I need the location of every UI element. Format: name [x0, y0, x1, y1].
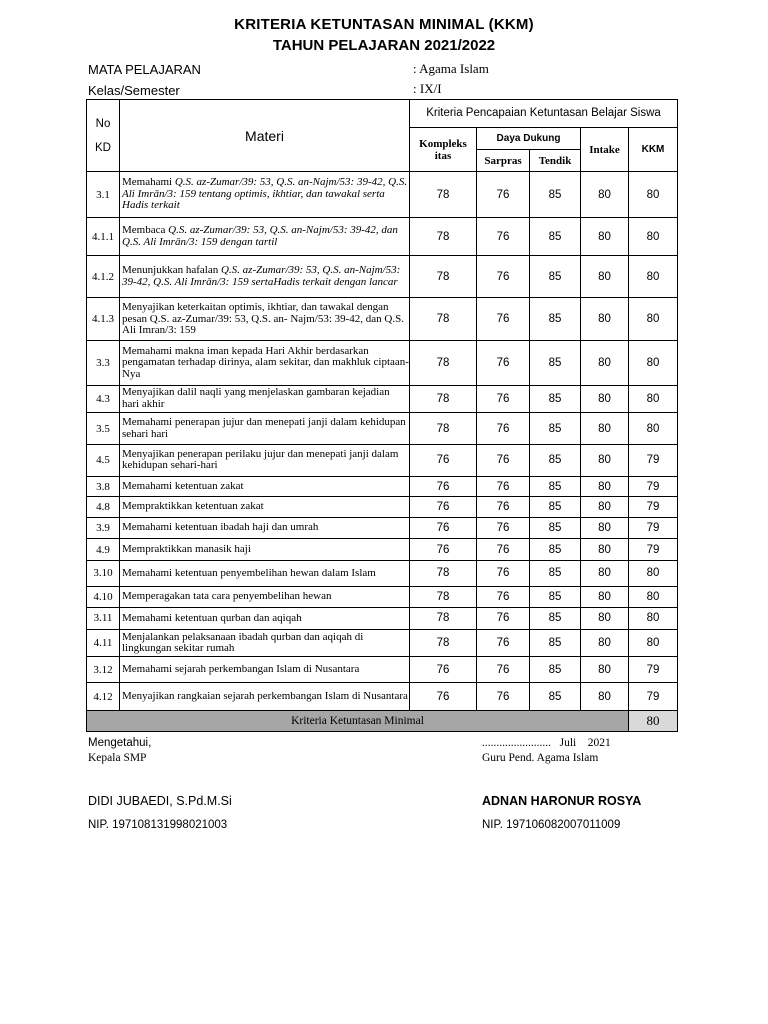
tendik-value: 85: [530, 657, 581, 683]
kkm-value: 79: [629, 445, 678, 477]
table-row: [87, 608, 678, 630]
header-materi: Materi: [120, 100, 410, 172]
kompleksitas-value: 78: [410, 341, 477, 385]
kompleksitas-value: 76: [410, 497, 477, 518]
sarpras-value: 76: [477, 445, 530, 477]
tendik-value: 85: [530, 608, 581, 630]
kd-number: 3.9: [87, 517, 120, 539]
header-kriteria: Kriteria Pencapaian Ketuntasan Belajar Siswa: [410, 100, 678, 128]
tendik-value: 85: [530, 539, 581, 561]
table-row: [87, 385, 678, 413]
class-label: Kelas/Semester: [88, 83, 180, 98]
materi-text: Memahami ketentuan qurban dan aqiqah: [120, 608, 410, 630]
tendik-value: 85: [530, 341, 581, 385]
principal-nip: NIP. 197108131998021003: [88, 819, 228, 831]
tendik-value: 85: [530, 517, 581, 539]
kkm-value: 80: [629, 172, 678, 218]
kkm-value: 80: [629, 629, 678, 657]
kompleksitas-value: 78: [410, 256, 477, 298]
table-row: [87, 586, 678, 608]
table-row: [87, 517, 678, 539]
materi-text: Mempraktikkan manasik haji: [120, 539, 410, 561]
kompleksitas-value: 78: [410, 218, 477, 256]
kkm-table: [86, 99, 678, 732]
subject-label: MATA PELAJARAN: [88, 62, 201, 77]
kompleksitas-value: 76: [410, 683, 477, 711]
kompleksitas-value: 76: [410, 445, 477, 477]
kd-number: 4.1.1: [87, 218, 120, 256]
tendik-value: 85: [530, 445, 581, 477]
acknowledged-label: Mengetahui,: [88, 737, 152, 749]
tendik-value: 85: [530, 586, 581, 608]
materi-text: Menyajikan rangkaian sejarah perkembangan Islam di Nusantara: [120, 683, 410, 711]
tendik-value: 85: [530, 218, 581, 256]
header-sarpras: Sarpras: [477, 150, 530, 172]
kkm-value: 80: [629, 413, 678, 445]
header-daya-dukung: Daya Dukung: [477, 128, 581, 150]
header-intake: Intake: [581, 128, 629, 172]
kkm-value: 80: [629, 298, 678, 341]
table-row: [87, 256, 678, 298]
table-row: [87, 539, 678, 561]
intake-value: 80: [581, 561, 629, 587]
intake-value: 80: [581, 385, 629, 413]
intake-value: 80: [581, 657, 629, 683]
document-title: KRITERIA KETUNTASAN MINIMAL (KKM): [234, 16, 534, 33]
materi-text: Membaca Q.S. az-Zumar/39: 53, Q.S. an-Najm/53: 39-42, dan Q.S. Ali Imrān/3: 159 dengan tartil: [120, 218, 410, 256]
header-kd: KD: [95, 141, 111, 154]
kompleksitas-value: 78: [410, 298, 477, 341]
materi-text: Memahami ketentuan zakat: [120, 476, 410, 497]
kompleksitas-value: 78: [410, 385, 477, 413]
tendik-value: 85: [530, 683, 581, 711]
kkm-value: 80: [629, 218, 678, 256]
materi-text: Menyajikan keterkaitan optimis, ikhtiar, dan tawakal dengan pesan Q.S. az-Zumar/39: 53, Q.S. an- Najm/53: 39-42, dan Q.S. Ali Imran/3: 159: [120, 298, 410, 341]
class-value: : IX/I: [413, 81, 442, 96]
header-kkm: KKM: [629, 128, 678, 172]
table-row: [87, 476, 678, 497]
kkm-value: 79: [629, 657, 678, 683]
materi-text: Memahami ketentuan ibadah haji dan umrah: [120, 517, 410, 539]
kd-number: 4.12: [87, 683, 120, 711]
materi-text: Menyajikan penerapan perilaku jujur dan menepati janji dalam kehidupan sehari-hari: [120, 445, 410, 477]
table-row: [87, 172, 678, 218]
materi-text: Menjalankan pelaksanaan ibadah qurban dan aqiqah di lingkungan sekitar rumah: [120, 629, 410, 657]
signing-date: ........................ Juli 2021: [482, 737, 611, 749]
intake-value: 80: [581, 608, 629, 630]
intake-value: 80: [581, 172, 629, 218]
table-row: [87, 341, 678, 385]
sarpras-value: 76: [477, 586, 530, 608]
materi-text: Menyajikan dalil naqli yang menjelaskan gambaran kejadian hari akhir: [120, 385, 410, 413]
table-row: [87, 683, 678, 711]
tendik-value: 85: [530, 298, 581, 341]
materi-text: Memahami penerapan jujur dan menepati janji dalam kehidupan sehari hari: [120, 413, 410, 445]
subject-value: : Agama Islam: [413, 61, 489, 76]
kkm-value: 80: [629, 561, 678, 587]
kkm-value: 79: [629, 539, 678, 561]
kkm-value: 80: [629, 608, 678, 630]
intake-value: 80: [581, 497, 629, 518]
sarpras-value: 76: [477, 683, 530, 711]
header-kompleksitas: Kompleks itas: [410, 128, 477, 172]
tendik-value: 85: [530, 629, 581, 657]
table-row: [87, 445, 678, 477]
footer-label: Kriteria Ketuntasan Minimal: [87, 711, 629, 732]
sarpras-value: 76: [477, 608, 530, 630]
kd-number: 4.1.2: [87, 256, 120, 298]
intake-value: 80: [581, 413, 629, 445]
tendik-value: 85: [530, 172, 581, 218]
sarpras-value: 76: [477, 172, 530, 218]
sarpras-value: 76: [477, 539, 530, 561]
kompleksitas-value: 78: [410, 629, 477, 657]
materi-text: Memahami Q.S. az-Zumar/39: 53, Q.S. an-Najm/53: 39-42, Q.S. Ali Imrān/3: 159 tentang optimis, ikhtiar, dan tawakal serta Hadis terkait: [120, 172, 410, 218]
materi-text: Menunjukkan hafalan Q.S. az-Zumar/39: 53, Q.S. an-Najm/53: 39-42, Q.S. Ali Imrān/3: 159 sertaHadis terkait dengan lancar: [120, 256, 410, 298]
table-row: [87, 497, 678, 518]
materi-text: Memahami makna iman kepada Hari Akhir berdasarkan pengamatan terhadap dirinya, alam sekitar, dan makhluk ciptaan-Nya: [120, 341, 410, 385]
teacher-title: Guru Pend. Agama Islam: [482, 752, 599, 764]
kkm-value: 79: [629, 476, 678, 497]
sarpras-value: 76: [477, 341, 530, 385]
kd-number: 4.11: [87, 629, 120, 657]
kompleksitas-value: 78: [410, 413, 477, 445]
materi-text: Memahami ketentuan penyembelihan hewan dalam Islam: [120, 561, 410, 587]
kompleksitas-value: 78: [410, 586, 477, 608]
kd-number: 4.9: [87, 539, 120, 561]
tendik-value: 85: [530, 561, 581, 587]
sarpras-value: 76: [477, 298, 530, 341]
teacher-nip: NIP. 197106082007011009: [482, 819, 621, 831]
kompleksitas-value: 76: [410, 539, 477, 561]
intake-value: 80: [581, 629, 629, 657]
principal-title: Kepala SMP: [88, 752, 147, 764]
kkm-value: 79: [629, 497, 678, 518]
kkm-value: 80: [629, 256, 678, 298]
tendik-value: 85: [530, 413, 581, 445]
table-row: [87, 657, 678, 683]
tendik-value: 85: [530, 385, 581, 413]
intake-value: 80: [581, 476, 629, 497]
header-tendik: Tendik: [530, 150, 581, 172]
table-row: [87, 413, 678, 445]
kompleksitas-value: 76: [410, 476, 477, 497]
kompleksitas-value: 78: [410, 608, 477, 630]
sarpras-value: 76: [477, 256, 530, 298]
tendik-value: 85: [530, 497, 581, 518]
table-row: [87, 561, 678, 587]
materi-text: Memperagakan tata cara penyembelihan hewan: [120, 586, 410, 608]
document-subtitle: TAHUN PELAJARAN 2021/2022: [272, 37, 496, 54]
kkm-value: 80: [629, 341, 678, 385]
kd-number: 3.11: [87, 608, 120, 630]
sarpras-value: 76: [477, 385, 530, 413]
sarpras-value: 76: [477, 497, 530, 518]
kd-number: 4.8: [87, 497, 120, 518]
kd-number: 4.1.3: [87, 298, 120, 341]
kompleksitas-value: 78: [410, 561, 477, 587]
sarpras-value: 76: [477, 629, 530, 657]
kd-number: 3.12: [87, 657, 120, 683]
kd-number: 4.3: [87, 385, 120, 413]
intake-value: 80: [581, 683, 629, 711]
table-row: [87, 218, 678, 256]
kd-number: 3.8: [87, 476, 120, 497]
sarpras-value: 76: [477, 657, 530, 683]
kkm-value: 80: [629, 385, 678, 413]
kd-number: 4.5: [87, 445, 120, 477]
intake-value: 80: [581, 445, 629, 477]
sarpras-value: 76: [477, 517, 530, 539]
kompleksitas-value: 78: [410, 172, 477, 218]
kd-number: 3.5: [87, 413, 120, 445]
sarpras-value: 76: [477, 476, 530, 497]
kkm-value: 79: [629, 683, 678, 711]
tendik-value: 85: [530, 476, 581, 497]
kd-number: 3.10: [87, 561, 120, 587]
kd-number: 3.3: [87, 341, 120, 385]
kkm-value: 79: [629, 517, 678, 539]
materi-text: Mempraktikkan ketentuan zakat: [120, 497, 410, 518]
intake-value: 80: [581, 218, 629, 256]
tendik-value: 85: [530, 256, 581, 298]
intake-value: 80: [581, 298, 629, 341]
intake-value: 80: [581, 517, 629, 539]
materi-text: Memahami sejarah perkembangan Islam di Nusantara: [120, 657, 410, 683]
footer-kkm-value: 80: [629, 711, 678, 732]
principal-name: DIDI JUBAEDI, S.Pd.M.Si: [88, 794, 232, 808]
teacher-name: ADNAN HARONUR ROSYA: [482, 794, 642, 808]
kompleksitas-value: 76: [410, 657, 477, 683]
header-no: No: [95, 117, 111, 130]
kkm-value: 80: [629, 586, 678, 608]
intake-value: 80: [581, 539, 629, 561]
sarpras-value: 76: [477, 413, 530, 445]
kd-number: 3.1: [87, 172, 120, 218]
table-body: [87, 172, 678, 711]
table-row: [87, 629, 678, 657]
sarpras-value: 76: [477, 218, 530, 256]
intake-value: 80: [581, 341, 629, 385]
intake-value: 80: [581, 256, 629, 298]
kompleksitas-value: 76: [410, 517, 477, 539]
kd-number: 4.10: [87, 586, 120, 608]
intake-value: 80: [581, 586, 629, 608]
sarpras-value: 76: [477, 561, 530, 587]
table-row: [87, 298, 678, 341]
header-no-kd: [87, 100, 120, 172]
